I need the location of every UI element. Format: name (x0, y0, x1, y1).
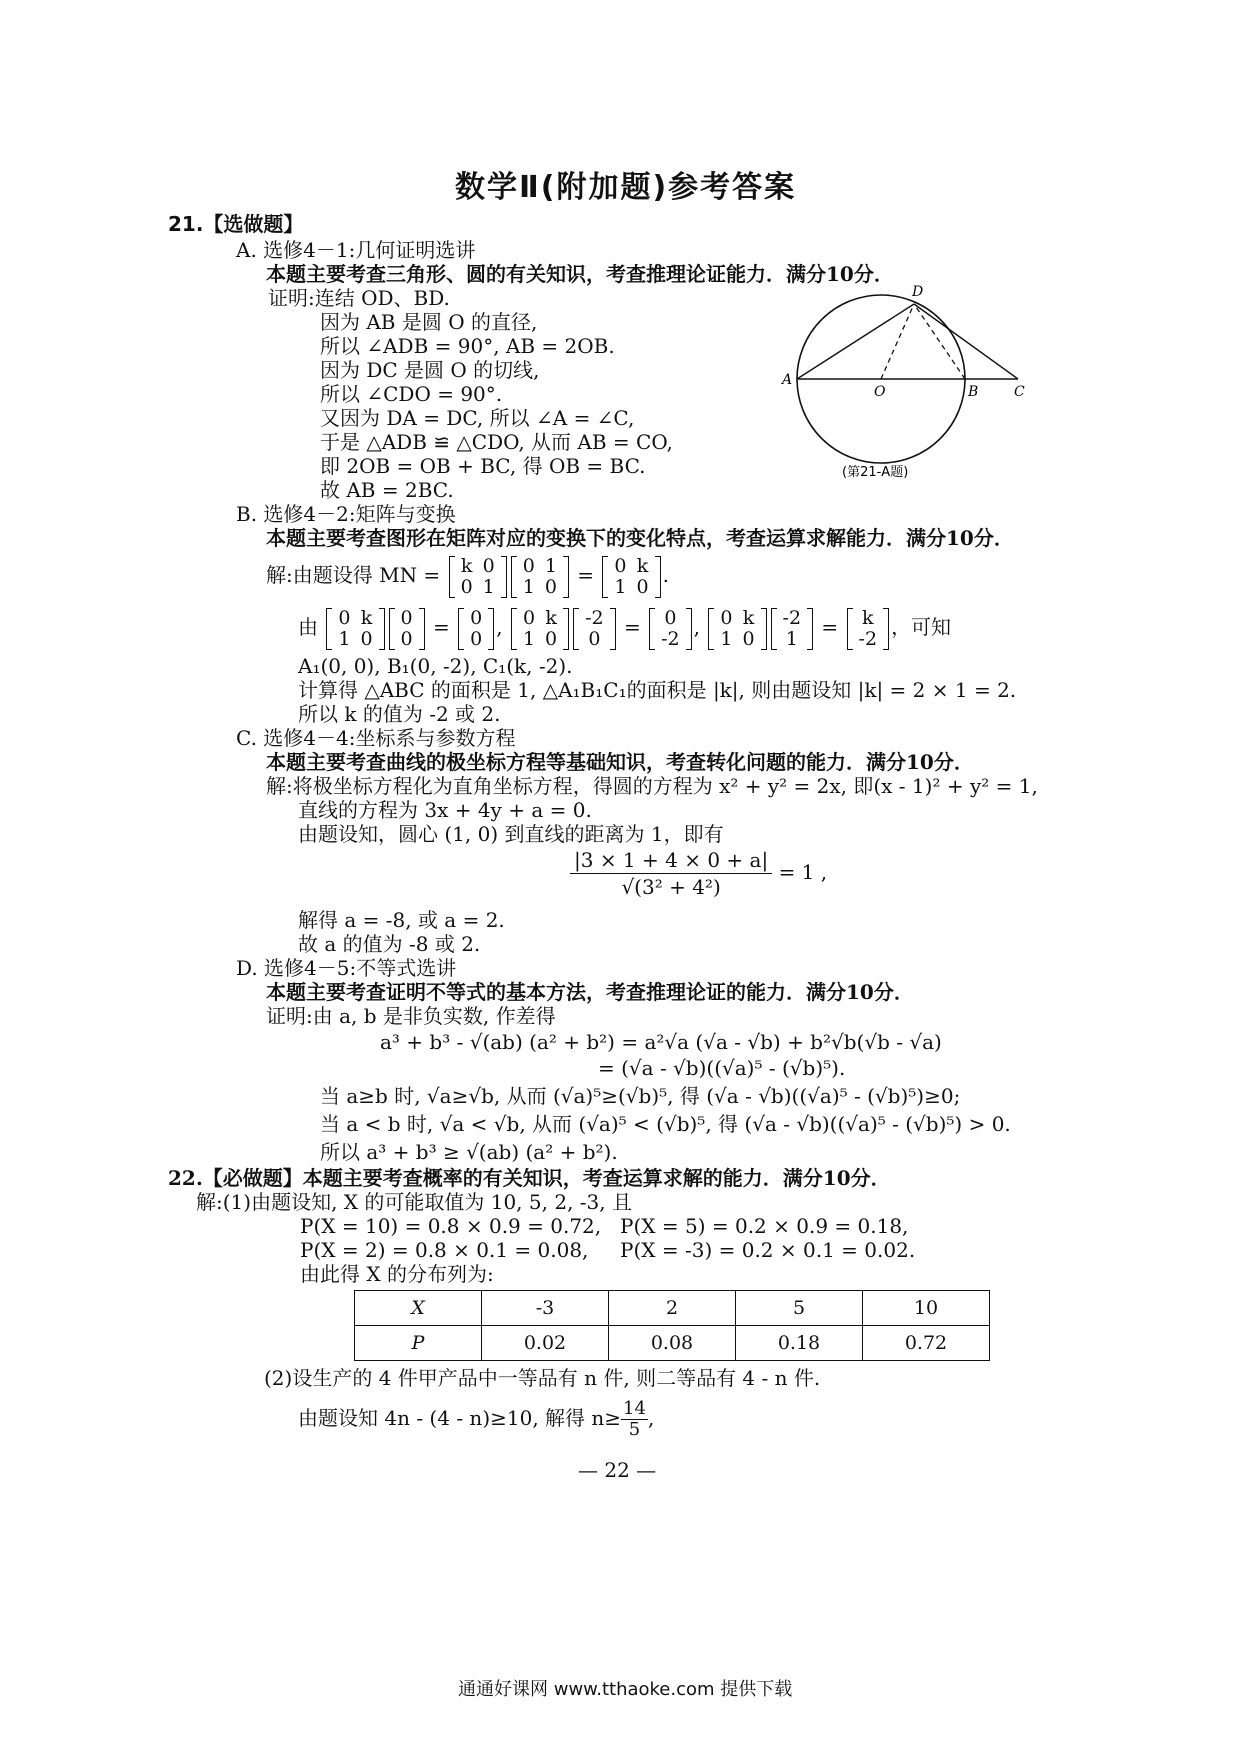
q21a-line: 因为 AB 是圆 O 的直径, (320, 310, 538, 334)
q21c-line5: 故 a 的值为 -8 或 2. (298, 932, 481, 956)
distance-fraction: $\frac{|3 \times 1 + 4 \times 0 + a|}{\text{√(3² + 4²)}}$ (570, 847, 772, 900)
q21a-line: 所以 ∠ADB = 90°, AB = 2OB. (320, 334, 615, 358)
table-cell: 5 (736, 1291, 863, 1326)
q21a-heading: A. 选修4－1:几何证明选讲 (236, 238, 476, 262)
matrix-mn: 0 k 1 0 (326, 608, 384, 650)
vector: 0 -2 (649, 608, 692, 650)
vector: -2 1 (771, 608, 814, 650)
q21c-summary: 本题主要考查曲线的极坐标方程等基础知识，考查转化问题的能力．满分10分． (266, 750, 974, 774)
matrix-mn: 0 k 1 0 (602, 556, 660, 598)
label-b: B (968, 384, 979, 400)
table-row (355, 1326, 990, 1361)
table-cell: 0.02 (482, 1326, 609, 1361)
table-cell: 10 (863, 1291, 990, 1326)
vector: -2 0 (573, 608, 616, 650)
q21c-heading: C. 选修4－4:坐标系与参数方程 (236, 726, 516, 750)
q22-dist-intro: 由此得 X 的分布列为: (300, 1262, 494, 1286)
q21a-line: 故 AB = 2BC. (320, 478, 454, 502)
q21b-transform-line: 由 0 k 1 0 0 0 = 0 0 , 0 k 1 0 -2 0 = 0 -2 , 0 k 1 0 -2 1 = k -2 ，可知 (298, 606, 952, 650)
table-cell: 0.08 (609, 1326, 736, 1361)
q21d-heading: D. 选修4－5:不等式选讲 (236, 956, 457, 980)
line-dc-tangent (914, 304, 1018, 379)
line-ad (797, 304, 914, 379)
table-row (355, 1291, 990, 1326)
table-cell: 0.18 (736, 1326, 863, 1361)
q21a-line: 于是 △ADB ≌ △CDO, 从而 AB = CO, (320, 430, 673, 454)
figure-caption: (第21-A题) (842, 465, 909, 480)
q21a-line: 所以 ∠CDO = 90°. (320, 382, 503, 406)
n-fraction: $\frac{14}{5}$ (623, 1398, 646, 1440)
q22-p5: P(X = 5) = 0.2 × 0.9 = 0.18, (620, 1214, 909, 1238)
vector: 0 0 (458, 608, 494, 650)
q21d-line3: = (√a - √b)((√a)⁵ - (√b)⁵). (598, 1056, 846, 1080)
label-o: O (874, 384, 886, 400)
q21c-line2: 直线的方程为 3x + 4y + a = 0. (298, 798, 592, 822)
table-cell: -3 (482, 1291, 609, 1326)
vector: 0 0 (389, 608, 425, 650)
footer-source: 通通好课网 www.tthaoke.com 提供下载 (458, 1679, 793, 1700)
q21a-line: 证明:连结 OD、BD. (268, 286, 450, 310)
q22-line1: 解:(1)由题设知, X 的可能取值为 10, 5, 2, -3, 且 (196, 1190, 632, 1214)
q21c-fraction: $\frac{|3 \times 1 + 4 \times 0 + a|}{\text{√(3² + 4²)}}$ = 1 , (570, 846, 827, 900)
q21b-area: 计算得 △ABC 的面积是 1, △A₁B₁C₁的面积是 |k|, 则由题设知 |k| = 2 × 1 = 2. (298, 678, 1017, 702)
table-cell: 2 (609, 1291, 736, 1326)
q22-p10: P(X = 10) = 0.8 × 0.9 = 0.72, (300, 1214, 602, 1238)
q21-label: 21.【选做题】 (168, 212, 304, 236)
eq: = (577, 563, 595, 587)
q21c-line3: 由题设知，圆心 (1, 0) 到直线的距离为 1，即有 (298, 822, 724, 846)
page-title: 数学Ⅱ(附加题)参考答案 (455, 170, 797, 205)
q21b-result: 所以 k 的值为 -2 或 2. (298, 702, 501, 726)
q22-pm3: P(X = -3) = 0.2 × 0.1 = 0.02. (620, 1238, 916, 1262)
q21a-line: 因为 DC 是圆 O 的切线, (320, 358, 540, 382)
q22-p2: P(X = 2) = 0.8 × 0.1 = 0.08, (300, 1238, 589, 1262)
q22-part2b: 由题设知 4n - (4 - n)≥10, 解得 n≥ $\frac{14}{5}$ , (298, 1398, 655, 1440)
distribution-table (354, 1290, 990, 1361)
table-cell: P (355, 1326, 482, 1361)
label-c: C (1014, 384, 1025, 400)
q21d-line5: 当 a < b 时, √a < √b, 从而 (√a)⁵ < (√b)⁵, 得 (√a - √b)((√a)⁵ - (√b)⁵) > 0. (320, 1112, 1011, 1136)
q22-part2: (2)设生产的 4 件甲产品中一等品有 n 件, 则二等品有 4 - n 件. (264, 1366, 821, 1390)
line-bd-dashed (914, 304, 965, 379)
label-a: A (782, 372, 793, 388)
q21b-heading: B. 选修4－2:矩阵与变换 (236, 502, 456, 526)
q21a-summary: 本题主要考查三角形、圆的有关知识，考查推理论证能力．满分10分． (266, 262, 894, 286)
matrix-mn: 0 k 1 0 (708, 608, 766, 650)
q21c-line4: 解得 a = -8, 或 a = 2. (298, 908, 505, 932)
geometry-figure (780, 280, 1040, 480)
matrix-m: k 0 0 1 (449, 556, 507, 598)
table-cell: 0.72 (863, 1326, 990, 1361)
q21a-line: 即 2OB = OB + BC, 得 OB = BC. (320, 454, 646, 478)
matrix-n: 0 1 1 0 (511, 556, 569, 598)
q21b-points: A₁(0, 0), B₁(0, -2), C₁(k, -2). (298, 654, 573, 678)
matrix-mn: 0 k 1 0 (511, 608, 569, 650)
q21b-summary: 本题主要考查图形在矩阵对应的变换下的变化特点，考查运算求解能力．满分10分． (266, 526, 1014, 550)
q21d-summary: 本题主要考查证明不等式的基本方法，考查推理论证的能力．满分10分． (266, 980, 914, 1004)
q21d-line1: 证明:由 a, b 是非负实数, 作差得 (266, 1004, 556, 1028)
text: 解:由题设得 MN = (266, 563, 441, 587)
label-d: D (912, 284, 924, 300)
page-number: — 22 — (578, 1458, 657, 1482)
q21a-line: 又因为 DA = DC, 所以 ∠A = ∠C, (320, 406, 635, 430)
q21b-mn-line: 解:由题设得 MN = k 0 0 1 0 1 1 0 = 0 k 1 0 . (266, 554, 669, 598)
q21c-line1: 解:将极坐标方程化为直角坐标方程，得圆的方程为 x² + y² = 2x, 即(x - 1)² + y² = 1, (266, 774, 1038, 798)
q21d-line6: 所以 a³ + b³ ≥ √(ab) (a² + b²). (320, 1140, 618, 1164)
q21d-line2: a³ + b³ - √(ab) (a² + b²) = a²√a (√a - √b) + b²√b(√b - √a) (380, 1030, 942, 1054)
table-cell: X (355, 1291, 482, 1326)
q22-label: 22.【必做题】本题主要考查概率的有关知识，考查运算求解的能力．满分10分． (168, 1166, 891, 1190)
vector: k -2 (847, 608, 890, 650)
q21d-line4: 当 a≥b 时, √a≥√b, 从而 (√a)⁵≥(√b)⁵, 得 (√a - √b)((√a)⁵ - (√b)⁵)≥0; (320, 1084, 961, 1108)
